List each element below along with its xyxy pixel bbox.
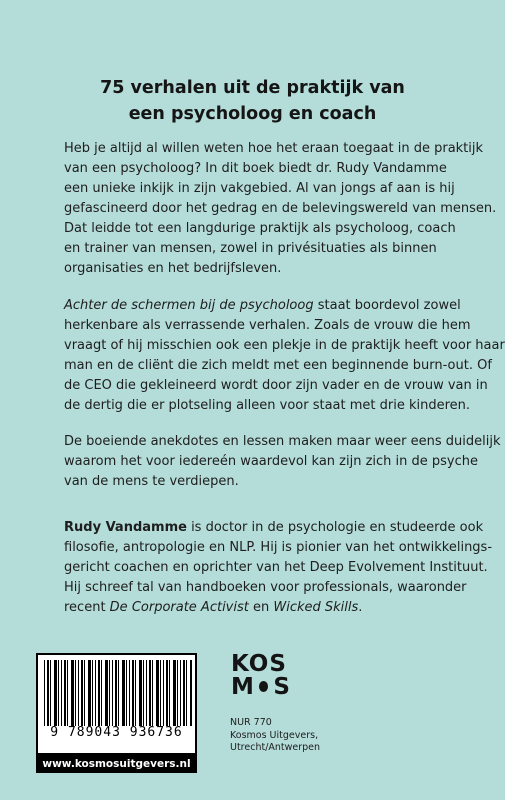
text-line: een unieke inkijk in zijn vakgebied. Al van jongs af aan is hij [64, 181, 455, 196]
text-line [64, 598, 484, 618]
text-fragment: en [248, 600, 274, 615]
text-line: Hij schreef tal van handboeken voor professionals, waaronder [64, 580, 467, 595]
text-line: vraagt of hij misschien ook een plekje in de praktijk heeft voor haar [64, 338, 505, 353]
text-fragment: recent [64, 600, 110, 615]
logo-letter: M [231, 673, 255, 700]
text-line [64, 518, 484, 538]
text-line: Dat leidde tot een langdurige praktijk als psycholoog, coach [64, 221, 456, 236]
intro-paragraph [64, 139, 497, 279]
logo-letter: S [273, 673, 291, 700]
text-line: man en de cliënt die zich meldt met een beginnende burn-out. Of [64, 358, 492, 373]
publisher-name: Kosmos Uitgevers, [230, 729, 319, 741]
text-line: herkenbare als verrassende verhalen. Zoals de vrouw die hem [64, 318, 471, 333]
text-line: gericht coachen en oprichter van het Deep Evolvement Instituut. [64, 560, 488, 575]
text-line: de CEO die gekleineerd wordt door zijn vader en de vrouw van in [64, 378, 488, 393]
book-title: Wicked Skills [273, 600, 359, 615]
text-line: gefascineerd door het gedrag en de belevingswereld van mensen. [64, 201, 497, 216]
text-line: en trainer van mensen, zowel in privésituaties als binnen [64, 241, 437, 256]
nur-code: NUR 770 [230, 717, 272, 728]
publisher-city: Utrecht/Antwerpen [230, 742, 321, 753]
book-title: De Corporate Activist [109, 600, 249, 615]
headline-line-1: 75 verhalen uit de praktijk van [100, 78, 405, 98]
text-line: waarom het voor iedereén waardevol kan zijn zich in de psyche [64, 454, 479, 469]
publisher-url: www.kosmosuitgevers.nl [36, 755, 197, 773]
logo-row-1: KOS [231, 650, 287, 677]
text-fragment: is doctor in de psychologie en studeerde ook [186, 520, 484, 535]
logo-dot-icon [259, 681, 269, 692]
headline-line-2: een psycholoog en coach [128, 104, 377, 124]
publisher-logo [231, 652, 291, 698]
text-line [64, 296, 484, 316]
author-name: Rudy Vandamme [64, 520, 187, 535]
author-bio [64, 518, 493, 618]
isbn-number: 9 789043 936736 [50, 725, 183, 740]
book-title: Achter de schermen bij de psycholoog [64, 298, 314, 313]
text-line: de dertig die er plotseling alleen voor staat met drie kinderen. [64, 398, 471, 413]
headline [0, 75, 505, 127]
isbn-barcode [36, 653, 197, 755]
text-fragment: staat boordevol zowel [313, 298, 461, 313]
barcode-bars [44, 660, 192, 726]
stories-paragraph [64, 296, 505, 416]
publisher-info [230, 717, 320, 755]
text-line: van de mens te verdiepen. [64, 474, 239, 489]
text-line: De boeiende anekdotes en lessen maken maar weer eens duidelijk [64, 434, 501, 449]
text-line: van een psycholoog? In dit boek biedt dr. Rudy Vandamme [64, 161, 447, 176]
text-line: Heb je altijd al willen weten hoe het eraan toegaat in de praktijk [64, 141, 484, 156]
text-line: filosofie, antropologie en NLP. Hij is pionier van het ontwikkelings- [64, 540, 493, 555]
conclusion-paragraph [64, 432, 501, 492]
logo-row-2 [231, 675, 291, 698]
text-line: organisaties en het bedrijfsleven. [64, 261, 282, 276]
text-fragment: . [358, 600, 363, 615]
